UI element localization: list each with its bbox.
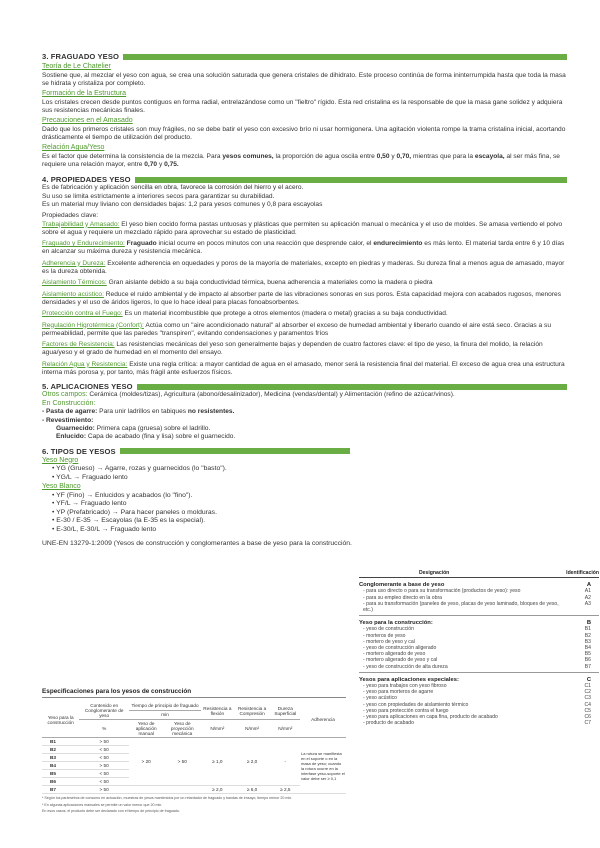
section-bar [137, 384, 567, 390]
subheading: Teoría de Le Chatelier [42, 63, 111, 70]
table-row: - morteros de yeso B2 [363, 632, 591, 639]
column-header: Tiempo de principio de fraguado [129, 702, 201, 710]
spec-table [42, 702, 346, 794]
list-item: Enlucido: Capa de acabado (fina y lisa) sobre el guarnecido. [56, 433, 236, 441]
table-row: - yeso para morteros de agarre C2 [363, 689, 591, 696]
une-reference: UNE-EN 13279-1:2009 (Yesos de construcción y conglomerantes a base de yeso para la construcción. [42, 539, 352, 547]
column-header: Adherencia [300, 702, 346, 738]
list-item: • YP (Prefabricado) → Para hacer paneles o molduras. [52, 508, 217, 516]
table-row: - yeso para aplicaciones en capa fina, producto de acabado C6 [363, 714, 591, 721]
prop-item: Protección contra el Fuego: Es un material incombustible que protege a otros elementos (madera o metal) gracias a su baja conductividad. [42, 310, 448, 318]
subheading: Relación Agua/Yeso [42, 144, 105, 152]
subheading: Formación de la Estructura [42, 90, 127, 98]
props-label: Propiedades clave: [42, 212, 99, 220]
paragraph: Dado que los primeros cristales son muy frágiles, no se debe batir el yeso con excesivo brío ni usar hormigonera. Una agitación violenta rompe la trama cristalina inicial, acortando drásticamente el tiempo de utilización del producto. [42, 125, 566, 141]
designation-table [359, 570, 599, 726]
prop-item: Relación Agua y Resistencia: Existe una regla crítica: a mayor cantidad de agua en el amasado, menor será la resistencia final del material. El exceso de agua crea una estructura interna más porosa y, por tanto, más frágil ante esfuerzos físicos. [42, 360, 565, 377]
prop-item: Fraguado y Endurecimiento: Fraguado inicial ocurre en pocos minutos con una reacción que desprende calor, el endurecimiento es más lento. El material tarda entre 6 y 10 días en alcanzar su máxima dureza y resistencia mecánica. [42, 240, 565, 256]
specifications-table [42, 688, 346, 814]
table-row: - para uso directo o para su transformación (productos de yeso): yeso A1 [363, 588, 591, 595]
tipos-block [42, 457, 352, 549]
table-row: B1 > 50 > 20 > 50 ≥ 1,0 ≥ 2,0 - La rotura se manifiesta en el soporte o en la masa de yeso; cuando la rotura ocurre en la interfase yeso-soporte el valor debe ser ≥ 0,1 [42, 738, 346, 746]
subheading: Yeso Blanco [42, 483, 81, 491]
section-5-header [42, 382, 567, 391]
section-bar [135, 177, 567, 183]
section-title: 3. FRAGUADO YESO [42, 52, 119, 61]
group-row: Yesos para aplicaciones especiales: C [359, 676, 591, 683]
table-row: B3 < 50 [42, 754, 346, 762]
unit-label: N/mm² [271, 720, 300, 738]
table-row: - yeso para trabajos con yeso fibroso C1 [363, 683, 591, 690]
footnote: * Según los parámetros de consumo en actuación, muestras de yesos mantenidos por un retardador de fraguado y bandas de ensayo, tiempo menor 20 min. [42, 796, 293, 800]
table-title: Especificaciones para los yesos de construcción [42, 688, 346, 698]
prop-item: Adherencia y Dureza: Excelente adherencia en oquedades y poros de la mayoría de materiales, excepto en piedras y maderas. Su dureza final a menos agua de amasado, mayor es la dureza obtenida. [42, 259, 565, 276]
table-row: - mortero aligerado de yeso B5 [363, 651, 591, 658]
table-row: - yeso acústico C3 [363, 695, 591, 702]
table-row: B2 < 50 [42, 746, 346, 754]
table-row: - yeso de construcción de alta dureza B7 [363, 663, 591, 670]
column-header: Yeso de aplicación manual [129, 720, 163, 738]
table-row: - yeso de construcción aligerado B4 [363, 645, 591, 652]
list-item: • E-30 / E-35 → Escayolas (la E-35 es la especial). [52, 517, 206, 525]
list-item: Guarnecido: Primera capa (gruesa) sobre el ladrillo. [56, 424, 211, 432]
table-row: - mortero aligerado de yeso y cal B6 [363, 657, 591, 664]
list-item: • YF/L → Fraguado lento [52, 500, 127, 508]
propiedades-block [42, 184, 567, 377]
column-header: Resistencia a flexión [201, 702, 233, 720]
list-item: • YF (Fino) → Enlucidos y acabados (lo "fino"). [52, 491, 193, 499]
column-header: Dureza Superficial [271, 702, 300, 720]
unit-label: N/mm² [234, 720, 271, 738]
table-header: Designación Identificación [359, 570, 599, 578]
prop-item: Aislamiento acústico: Reduce el ruido ambiental y de impacto al absorber parte de las vibraciones sonoras en sus poros. Esta capacidad mejora con acabados rugosos, menores densidades y el uso de áridos ligeros, lo que lo hace ideal para placas fonoabsorbentes. [42, 290, 561, 306]
unit-label: min [129, 710, 201, 719]
paragraph: Su uso se limita estrictamente a interiores secos para garantizar su durabilidad. [42, 192, 275, 200]
section-4-header [42, 175, 567, 184]
paragraph: Es un material muy liviano con densidades bajas: 1,2 para yesos comunes y 0,8 para escayolas [42, 200, 323, 208]
prop-item: Factores de Resistencia: Las resistencias mecánicas del yeso son generalmente bajas y dependen de cuatro factores clave: el tipo de yeso, la finura del molido, la relación agua/yeso y el grado de humedad en el momento del ensayo. [42, 341, 543, 357]
otros-campos: Otros campos: Cerámica (moldes/tizas), Agricultura (abono/desalinizador), Medicina (vendas/dental) y Alimentación (refino de azúcar/vinos). [42, 391, 455, 399]
table-row: - para su empleo directo en la obra A2 [363, 594, 591, 601]
unit-label: N/mm² [201, 720, 233, 738]
subheading: Precauciones en el Amasado [42, 117, 133, 125]
column-header: Contenido en Conglomerante de yeso [79, 702, 129, 720]
column-header: Yeso de proyección mecánica [163, 720, 201, 738]
table-row: - yeso de construcción B1 [363, 626, 591, 633]
section-bar [123, 54, 567, 60]
section-title: 5. APLICACIONES YESO [42, 382, 133, 392]
table-row: - yeso para protección contra el fuego C5 [363, 707, 591, 714]
construccion-heading: En Construcción: [42, 399, 96, 407]
prop-item: Trabajabilidad y Amasado: El yeso bien cocido forma pastas untuosas y plásticas que permiten su aplicación manual o mecánica y el uso de moldes. Se amasa vertiendo el polvo sobre el agua y requiere un mezclado rápido para aprovechar su estado de plasticidad. [42, 220, 563, 236]
list-item: • E-30/L, E-30/L → Fraguado lento [52, 526, 157, 534]
footnote: En esos casos, el producto debe ser declarado con el tiempo de principio de fraguado. [42, 809, 180, 814]
group-row: Yeso para la construcción: B [359, 620, 591, 627]
section-6-header [42, 447, 350, 456]
aplicaciones-block [42, 391, 567, 441]
document-page [42, 48, 567, 548]
paragraph: Es el factor que determina la consistencia de la mezcla. Para yesos comunes, la proporción de agua oscila entre 0,50 y 0,70, mientras que para la escayola, al ser más fina, se requiere una relación mayor, entre 0,70 y 0,75. [42, 152, 560, 169]
paragraph: Sostiene que, al mezclar el yeso con agua, se crea una solución saturada que genera cristales de dihidrato. Este proceso continúa de forma ininterrumpida hasta que toda la masa se hidrata y cristaliza por completo. [42, 71, 566, 87]
subheading: Yeso Negro [42, 456, 79, 464]
unit-label: % [79, 720, 129, 738]
list-item: • YG (Grueso) → Agarre, rozas y guarnecidos (lo "basto"). [52, 465, 227, 472]
group-row: Conglomerante a base de yeso A [359, 582, 591, 589]
table-row: - yeso con propiedades de aislamiento térmico C4 [363, 701, 591, 708]
prop-item: Regulación Higrotérmica (Confort): Actúa como un "aire acondicionado natural" al absorber el exceso de humedad ambiental y liberarlo cuando el aire está seco. Gracias a su permeabilidad, permite que las paredes "transpiren", evitando condensaciones y paramentos fríos [42, 321, 552, 337]
footnote: * En algunas aplicaciones manuales se permite un valor menor que 20 min. [42, 802, 163, 807]
table-row: B5 < 50 [42, 770, 346, 778]
table-row: - mortero de yeso y cal B3 [363, 638, 591, 645]
table-row: B6 < 50 [42, 778, 346, 786]
section-3-header [42, 52, 567, 61]
table-row: B4 > 50 [42, 762, 346, 770]
prop-item: Aislamiento Térmicos: Gran aislante debido a su baja conductividad térmica, buena adherencia a materiales como la madera o piedra [42, 279, 433, 287]
list-item: • YG/L → Fraguado lento [52, 473, 128, 481]
column-header: Resistencia a Compresión [234, 702, 271, 720]
fraguado-block [42, 63, 567, 169]
table-row: - para su transformación (paneles de yeso, placas de yeso laminado, bloques de yeso, etc.) A3 [363, 600, 591, 614]
list-item: - Revestimiento: [42, 416, 94, 424]
section-title: 6. TIPOS DE YESOS [42, 446, 116, 456]
section-bar [120, 448, 350, 454]
column-header: Yeso para la construcción [42, 702, 79, 738]
table-row: - producto de acabado C7 [363, 720, 591, 727]
section-title: 4. PROPIEDADES YESO [42, 175, 131, 185]
paragraph: Es de fabricación y aplicación sencilla en obra, favorece la corrosión del hierro y el acero. [42, 184, 304, 192]
table-row: B7 > 50 ≥ 2,0 ≥ 6,0 ≥ 2,5 [42, 786, 346, 794]
paragraph: Los cristales crecen desde puntos contiguos en forma radial, entrelazándose como un "fieltro" rígido. Esta red cristalina es la responsable de que la masa gane solidez y adquiera sus resistencias mecánicas finales. [42, 98, 563, 114]
list-item: - Pasta de agarre: Para unir ladrillos en tabiques no resistentes. [42, 408, 235, 416]
